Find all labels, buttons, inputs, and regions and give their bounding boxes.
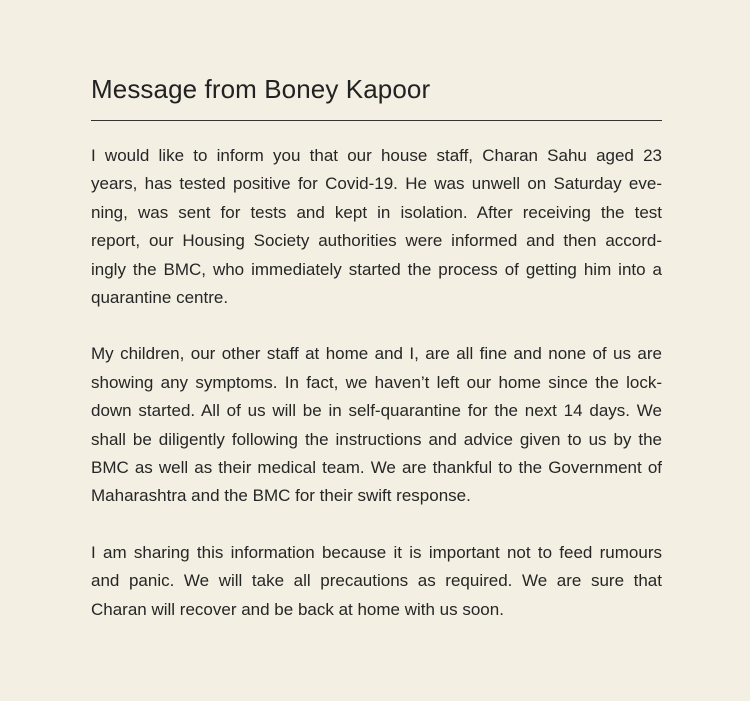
paragraph-line: shall be diligently following the instructions and advice given to us by the: [91, 429, 662, 449]
paragraph-line: Maharashtra and the BMC for their swift response.: [91, 486, 471, 506]
paragraph-line: ning, was sent for tests and kept in isolation. After receiving the test: [91, 202, 662, 222]
paragraph-line: and panic. We will take all precautions as required. We are sure that: [91, 571, 662, 591]
paragraph-line: showing any symptoms. In fact, we haven’t left our home since the lock-: [91, 372, 662, 392]
paragraph-line: down started. All of us will be in self-quarantine for the next 14 days. We: [91, 401, 662, 421]
paragraph-line: I am sharing this information because it is important not to feed rumours: [91, 542, 662, 562]
paragraph-1: [91, 142, 662, 312]
message-title: Message from Boney Kapoor: [91, 74, 431, 104]
paragraph-line: report, our Housing Society authorities were informed and then accord-: [91, 231, 662, 251]
paragraph-3: [91, 539, 662, 624]
paragraph-line: ingly the BMC, who immediately started the process of getting him into a: [91, 259, 662, 279]
message-body: [91, 142, 662, 624]
paragraph-line: Charan will recover and be back at home with us soon.: [91, 599, 504, 619]
paragraph-line: I would like to inform you that our house staff, Charan Sahu aged 23: [91, 146, 662, 165]
paragraph-line: years, has tested positive for Covid-19. He was unwell on Saturday eve-: [91, 174, 662, 194]
paragraph-2: [91, 340, 662, 510]
paragraph-line: My children, our other staff at home and I, are all fine and none of us are: [91, 344, 662, 364]
title-divider: [91, 120, 662, 121]
paragraph-line: quarantine centre.: [91, 288, 229, 308]
paragraph-line: BMC as well as their medical team. We are thankful to the Government of: [91, 458, 662, 478]
